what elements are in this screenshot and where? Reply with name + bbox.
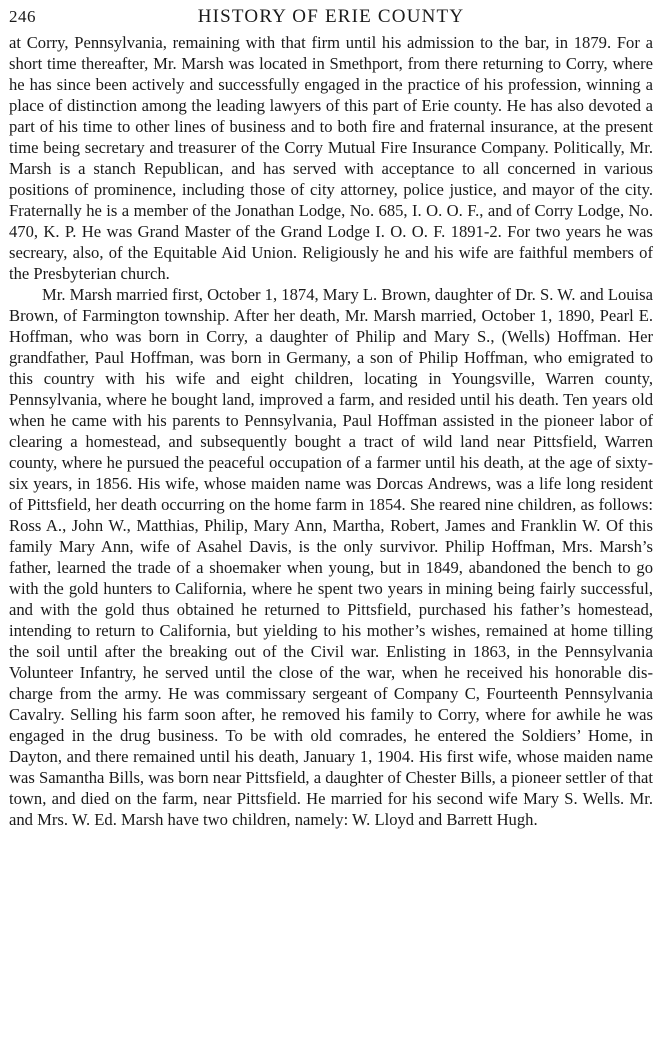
page-number: 246 (9, 7, 36, 26)
book-title: HISTORY OF ERIE COUNTY (197, 6, 465, 27)
paragraph-continued: at Corry, Pennsylvania, remaining with that firm until his admission to the bar, in 1879. For a short time thereafter, Mr. Marsh was located in Smethport, from there returning to Corry, where he has since been actively and successfully engaged in the practice of his profession, winning a place of distinction among the leading lawyers of this part of Erie county. He has also devoted a part of his time to other lines of business and to both fire and fraternal insurance, at the present time being secretary and treasurer of the Corry Mutual Fire Insurance Company. Politically, Mr. Marsh is a stanch Republican, and has served with acceptance to all concerned in various positions of prominence, including those of city attorney, police justice, and mayor of the city. Fraternally he is a member of the Jonathan Lodge, No. 685, I. O. O. F., and of Corry Lodge, No. 470, K. P. He was Grand Master of the Grand Lodge I. O. O. F. 1891-2. For two years he was secreary, also, of the Equitable Aid Union. Religiously he and his wife are faithful members of the Presbyterian church. (9, 33, 653, 283)
paragraph-marriage: Mr. Marsh married first, October 1, 1874, Mary L. Brown, daughter of Dr. S. W. and Louisa Brown, of Farmington township. After her death, Mr. Marsh married, October 1, 1890, Pearl E. Hoffman, who was born in Corry, a daughter of Philip and Mary S., (Wells) Hoffman. Her grandfather, Paul Hoffman, was born in Germany, a son of Philip Hoffman, who emigrated to this country with his wife and eight children, locating in Youngsville, Warren county, Pennsylvania, where he bought land, improved a farm, and resided until his death. Ten years old when he came with his parents to Pennsylvania, Paul Hoffman assisted in the pioneer labor of clearing a homestead, and subsequently bought a tract of wild land near Pittsfield, Warren county, where he pursued the peaceful occupation of a farmer until his death, at the age of sixty-six years, in 1856. His wife, whose maiden name was Dorcas Andrews, was a life long resident of Pittsfield, her death occurring on the home farm in 1854. She reared nine children, as follows: Ross A., John W., Matthias, Philip, Mary Ann, Martha, Robert, James and Franklin W. Of this family Mary Ann, wife of Asahel Davis, is the only survivor. Philip Hoffman, Mrs. Marsh’s father, learned the trade of a shoemaker when young, but in 1849, abandoned the bench to go with the gold hunters to California, where he spent two years in mining being fairly successful, and with the gold thus obtained he returned to Pittsfield, purchased his father’s homestead, intending to return to California, but yielding to his mother’s wishes, remained at home tilling the soil until after the breaking out of the Civil war. Enlisting in 1863, in the Pennsylvania Volunteer Infantry, he served until the close of the war, when he received his honorable discharge from the army. He was commissary sergeant of Company C, Fourteenth Pennsylvania Cavalry. Selling his farm soon after, he removed his family to Corry, where for awhile he was engaged in the drug business. To be with old comrades, he entered the Soldiers’ Home, in Dayton, and there remained until his death, January 1, 1904. His first wife, whose maiden name was Samantha Bills, was born near Pittsfield, a daughter of Chester Bills, a pioneer settler of that town, and died on the farm, near Pittsfield. He married for his second wife Mary S. Wells. Mr. and Mrs. W. Ed. Marsh have two children, namely: W. Lloyd and Barrett Hugh. (9, 285, 653, 829)
body-text (9, 32, 653, 830)
running-head (9, 4, 653, 30)
